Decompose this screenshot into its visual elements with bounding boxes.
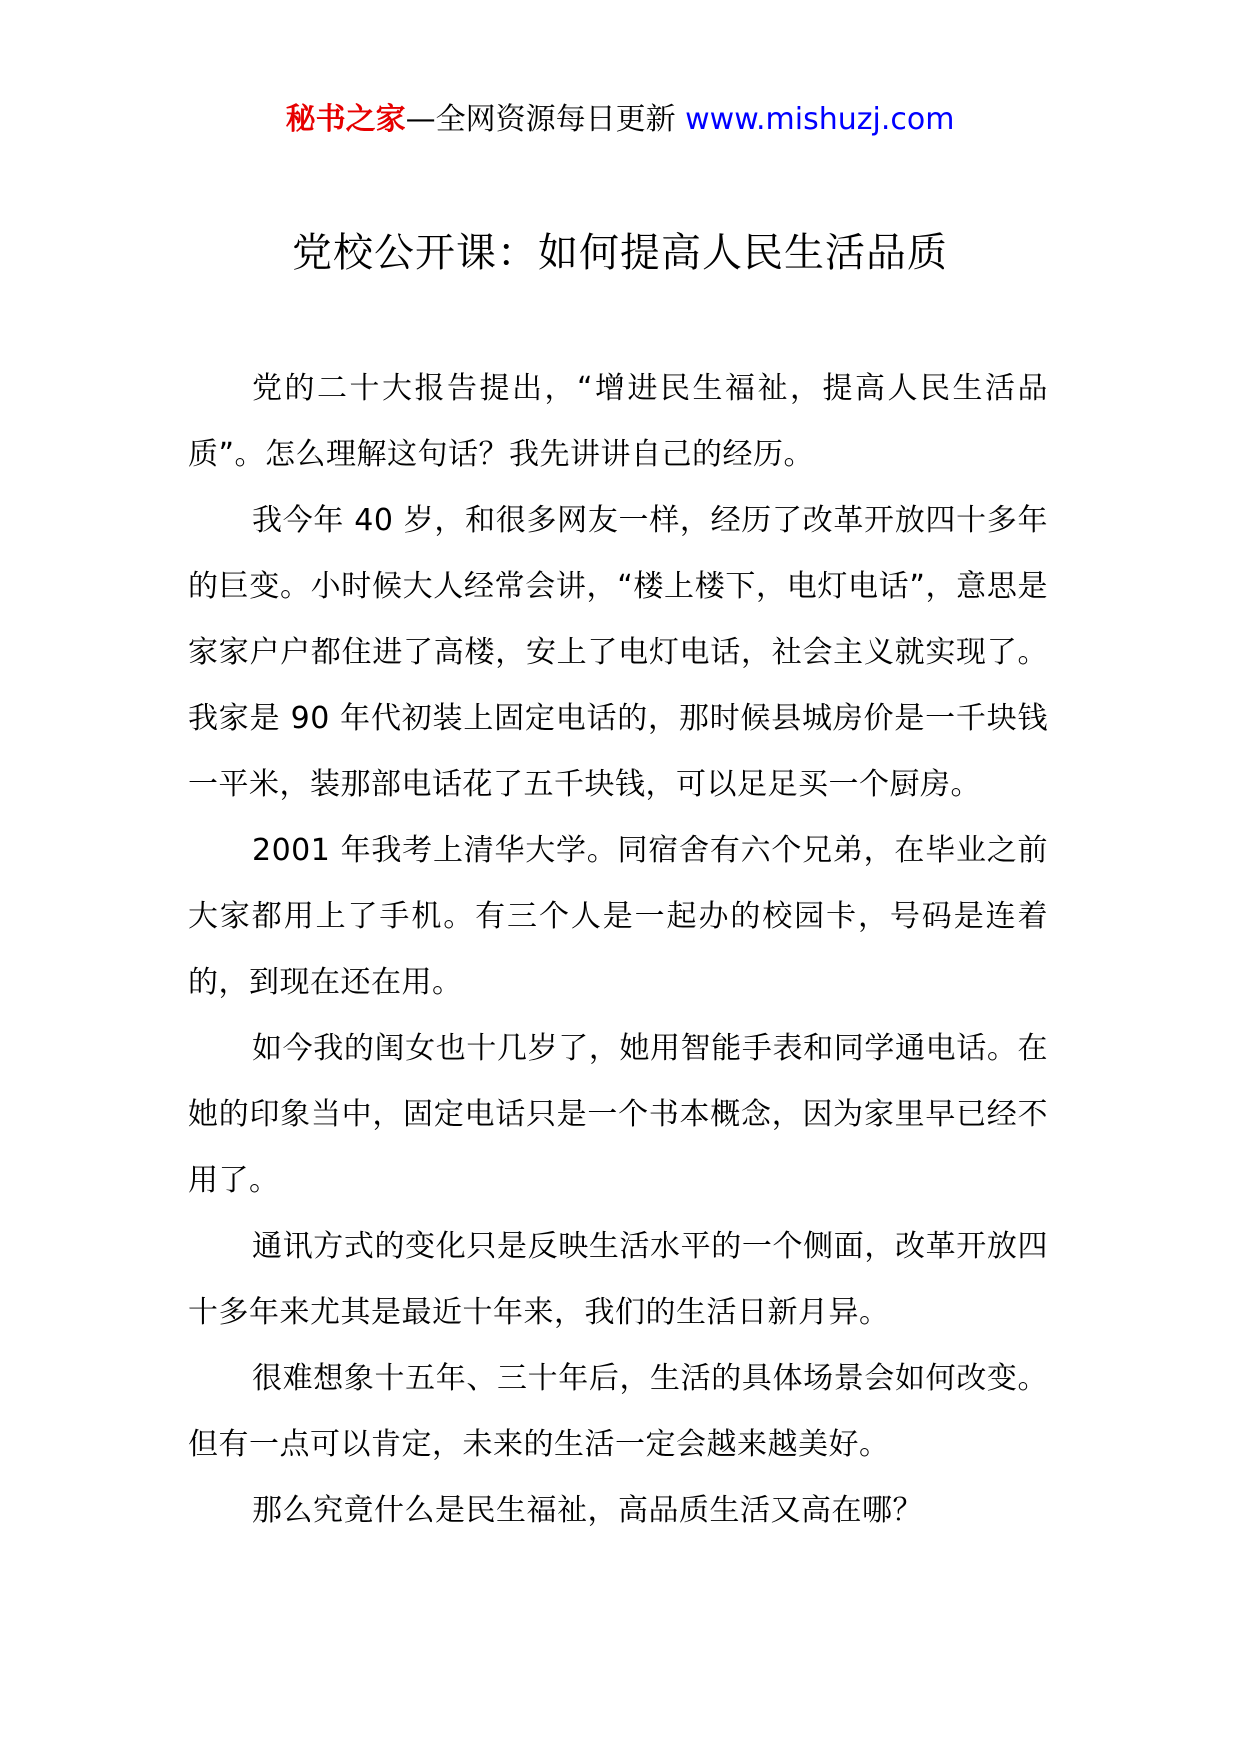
- paragraph: 2001 年我考上清华大学。同宿舍有六个兄弟，在毕业之前大家都用上了手机。有三个人是一起办的校园卡，号码是连着的，到现在还在用。: [188, 833, 1048, 1000]
- paragraph: 很难想象十五年、三十年后，生活的具体场景会如何改变。但有一点可以肯定，未来的生活一定会越来越美好。: [188, 1361, 1048, 1462]
- paragraph: 那么究竟什么是民生福祉，高品质生活又高在哪？: [252, 1493, 923, 1528]
- site-header: [0, 100, 1240, 140]
- site-slogan: —全网资源每日更新: [405, 102, 676, 137]
- paragraph: 我今年 40 岁，和很多网友一样，经历了改革开放四十多年的巨变。小时候大人经常会讲，“楼上楼下，电灯电话”，意思是家家户户都住进了高楼，安上了电灯电话，社会主义就实现了。我家是 90 年代初装上固定电话的，那时候县城房价是一千块钱一平米，装那部电话花了五千块钱，可以足足买一个厨房。: [188, 503, 1048, 802]
- document-body: [188, 356, 1048, 1544]
- site-url-link[interactable]: www.mishuzj.com: [685, 102, 955, 137]
- paragraph: 通讯方式的变化只是反映生活水平的一个侧面，改革开放四十多年来尤其是最近十年来，我们的生活日新月异。: [188, 1229, 1048, 1330]
- paragraph: 如今我的闺女也十几岁了，她用智能手表和同学通电话。在她的印象当中，固定电话只是一个书本概念，因为家里早已经不用了。: [188, 1031, 1048, 1198]
- brand-name: 秘书之家: [285, 102, 406, 137]
- paragraph: 党的二十大报告提出，“增进民生福祉，提高人民生活品质”。怎么理解这句话？我先讲讲自己的经历。: [188, 371, 1048, 472]
- document-title: 党校公开课：如何提高人民生活品质: [292, 230, 948, 276]
